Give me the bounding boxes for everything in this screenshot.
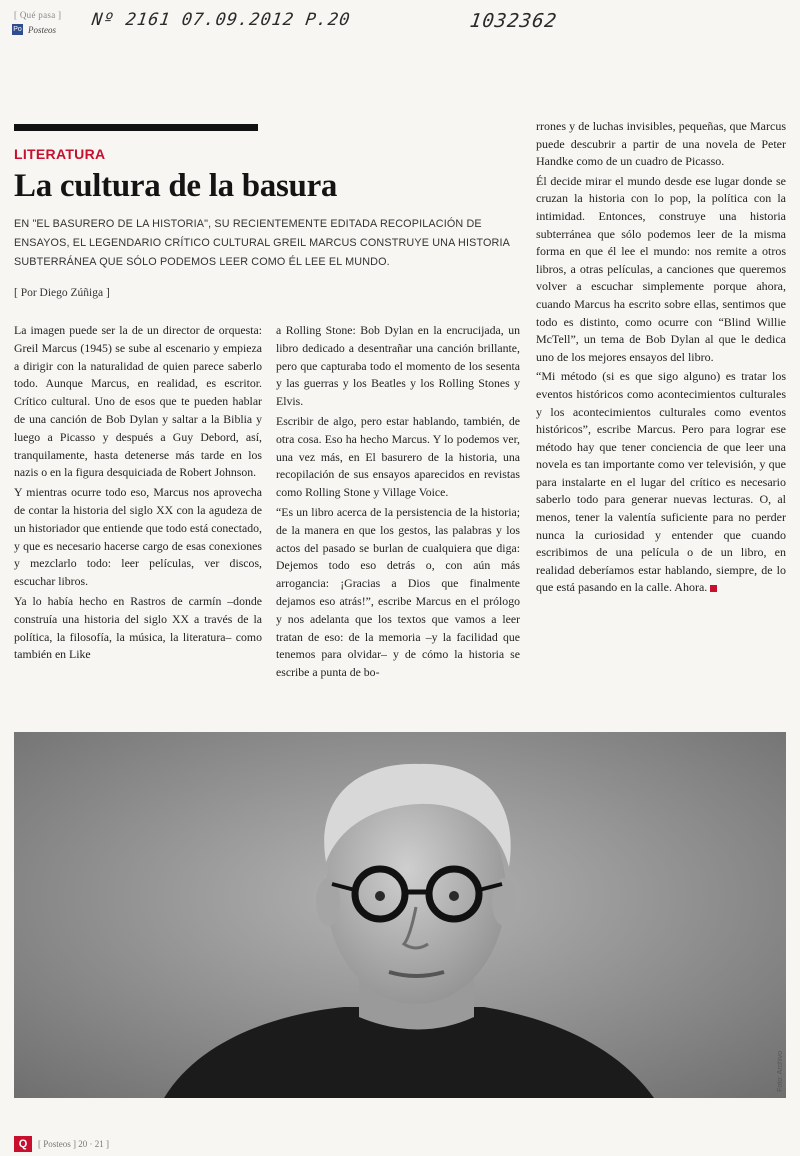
paragraph: Y mientras ocurre todo eso, Marcus nos aprovecha de contar la historia del siglo XX con la agudeza de un historiador que entiende que todo está conectado, y que es necesario hacerse cargo de esas conexiones y mezclarlo todo: leer películas, ver discos, escuchar libros. [14,485,262,589]
photo-credit: Foto: Archivo [777,1051,784,1092]
section-rule [14,124,258,131]
page-footer [14,1136,109,1152]
kicker: LITERATURA [14,146,106,162]
handwritten-code: 1032362 [468,10,559,32]
paragraph: rrones y de luchas invisibles, pequeñas, que Marcus puede descubrir a partir de una novela de Peter Handke como de un cuadro de Picasso. [536,119,786,169]
paragraph: Ya lo había hecho en Rastros de carmín –donde construía una historia del siglo XX a través de la política, la filosofía, la música, la literatura– como también en Like [14,593,262,662]
portrait-photo [14,732,786,1098]
magazine-logo-icon: Q [14,1136,32,1152]
paragraph: Él decide mirar el mundo desde ese lugar donde se cruzan la historia con lo pop, la política con la intimidad. Entonces, construye una historia subterránea que sólo podemos leer de la misma forma en que él lee el mundo: nos remite a otros libros, a otras películas, a canciones que queremos volver a escuchar simplemente porque ahora, cuando Marcus ha escrito sobre ellas, sentimos que todo es distinto, como ocurre con “Blind Willie McTell”, un tema de Bob Dylan al que le dedica uno de los mejores ensayos del libro. [536,173,786,364]
handwritten-reference: Nº 2161 07.09.2012 P.20 [90,10,352,30]
paragraph-text: “Mi método (si es que sigo alguno) es tratar los eventos históricos como acontecimientos culturales y los acontecimientos culturales como eventos históricos”, escribe Marcus. Pero para lograr ese método hay que tener conciencia de que leer una novela es tan importante como ver televisión, y que para instalarte en el lugar del crítico es necesario saberlo todo para generar nuevas lecturas. O, al menos, tener la valentía suficiente para no perder nunca la curiosidad y entender que cuando escribimos de una película o de un libro, en realidad deberíamos estar hablando, siempre, de lo que está pasando en la calle. Ahora. [536,369,786,595]
article-lead: EN "EL BASURERO DE LA HISTORIA", SU RECIENTEMENTE EDITADA RECOPILACIÓN DE ENSAYOS, EL LEGENDARIO CRÍTICO CULTURAL GREIL MARCUS CONSTRUYE UNA HISTORIA SUBTERRÁNEA QUE SÓLO PODEMOS LEER COMO ÉL LEE EL MUNDO. [14,218,510,268]
paragraph: a Rolling Stone: Bob Dylan en la encrucijada, un libro dedicado a desentrañar una canción brillante, pero que capturaba todo el momento de los sesenta y las guerras y los Beatles y los Rolling Stones y Elvis. [276,323,520,409]
end-mark-icon [710,585,717,592]
body-column-3 [536,118,786,599]
paragraph [536,368,786,597]
subsection-text: Posteos [28,24,56,35]
paragraph: La imagen puede ser la de un director de orquesta: Greil Marcus (1945) se sube al escenario y empieza a dirigir con la naturalidad de quien parece saberlo todo. Aunque Marcus, en realidad, es escritor. Crítico cultural. Uno de esos que te pueden hablar de una canción de Bob Dylan y saltar a la Biblia y luego a Picasso y después a Guy Debord, así, tranquilamente, hasta detenerse más tarde en los nazis o en la figura desquiciada de Robert Johnson. [14,323,262,480]
body-column-2 [276,322,520,684]
subsection-label [12,24,56,35]
article-title: La cultura de la basura [14,168,338,204]
posteos-icon: Po [13,26,22,33]
byline: [ Por Diego Zúñiga ] [14,287,110,299]
section-tag: [ Qué pasa ] [14,10,62,20]
paragraph: “Es un libro acerca de la persistencia de la historia; de la manera en que los gestos, las palabras y los actos del pasado se burlan de cualquiera que diga: Dejemos todo eso detrás o, con aún más arrogancia: ¡Gracias a Dios que finalmente dejamos eso atrás!”, escribe Marcus en el prólogo y nos adelanta que los textos que vamos a leer tratan de eso: de la memoria –y la facilidad que tenemos para olvidar– y de cómo la historia se escribe a punta de bo- [276,504,520,680]
portrait-illustration [14,732,786,1098]
body-column-1 [14,322,262,666]
paragraph: Escribir de algo, pero estar hablando, también, de otra cosa. Eso ha hecho Marcus. Y lo podemos ver, una vez más, en El basurero de la historia, una recopilación de sus ensayos aparecidos en revistas como Rolling Stone y Village Voice. [276,413,520,500]
footer-text: [ Posteos ] 20 · 21 ] [38,1139,109,1149]
